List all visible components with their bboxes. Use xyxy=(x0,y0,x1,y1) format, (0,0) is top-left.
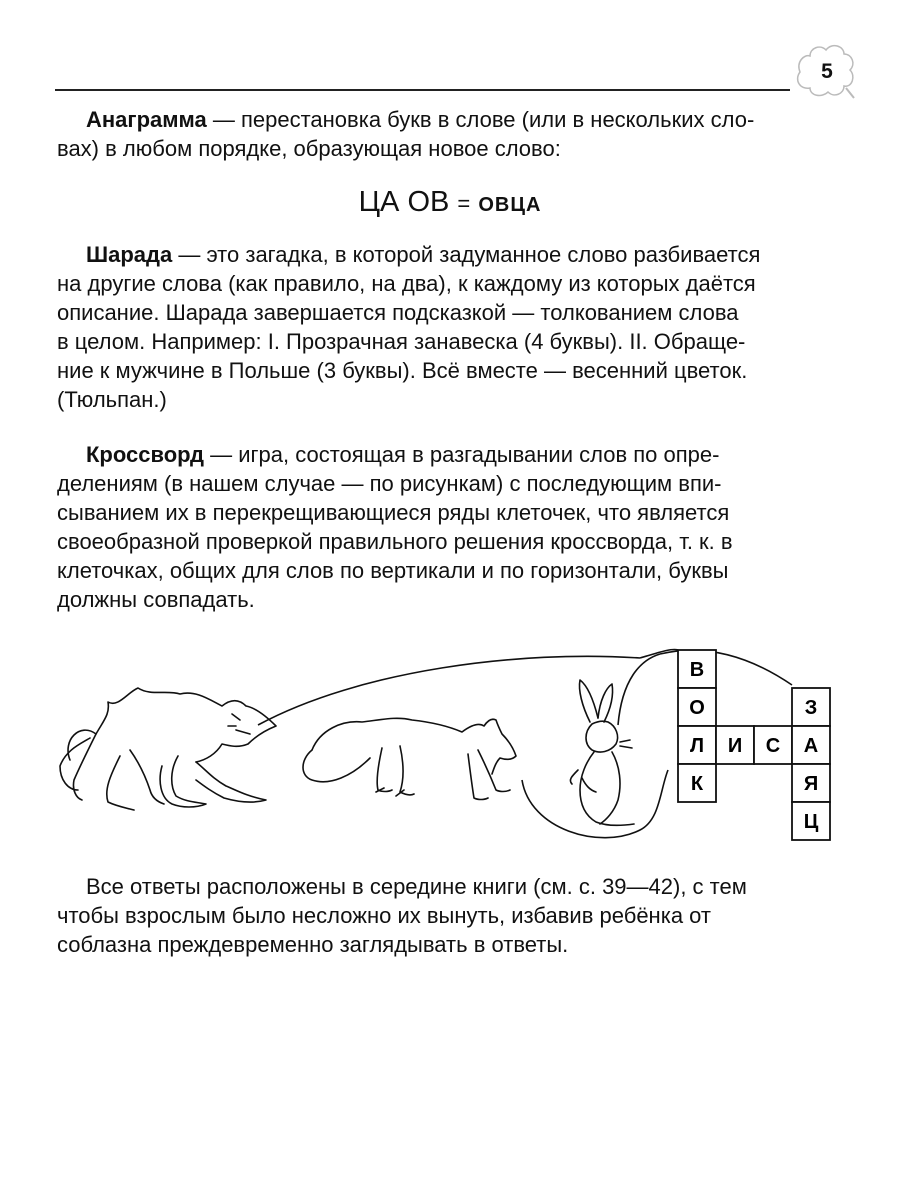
crossword-grid xyxy=(678,650,830,840)
grid-cell-middle-letter: И xyxy=(727,735,743,757)
charade-line-4: в целом. Например: I. Прозрачная занавеска (4 буквы). II. Обраще- xyxy=(57,329,746,354)
grid-cell-hare-letter: А xyxy=(803,735,819,757)
grid-cell-wolf-letter: К xyxy=(690,773,704,795)
crossword-line-3: сыванием их в перекрещивающиеся ряды клеточек, что является xyxy=(57,500,730,525)
page-number: 5 xyxy=(821,60,833,83)
anagram-answer: ОВЦА xyxy=(478,194,542,216)
grid-cell-hare xyxy=(792,726,830,764)
crossword-line-1: Кроссворд — игра, состоящая в разгадывании слов по опре- xyxy=(86,442,720,467)
fox-connector xyxy=(522,770,668,838)
crossword-line-6: должны совпадать. xyxy=(57,587,255,612)
wolf-drawing xyxy=(60,688,276,810)
charade-line-6: (Тюльпан.) xyxy=(57,387,167,412)
anagram-example xyxy=(0,186,900,219)
grid-cell-hare xyxy=(792,802,830,840)
fox-drawing xyxy=(303,718,516,799)
crossword-line-2: делениям (в нашем случае — по рисункам) с последующим впи- xyxy=(57,471,722,496)
grid-cell-hare-letter: Я xyxy=(803,773,819,795)
answers-line-1: Все ответы расположены в середине книги (см. с. 39—42), с тем xyxy=(86,874,747,899)
crossword-illustration xyxy=(0,630,900,860)
grid-cell-hare-letter: Ц xyxy=(803,811,819,833)
equals-sign: = xyxy=(457,191,471,216)
grid-cell-middle-letter: С xyxy=(765,735,781,757)
grid-cell-wolf xyxy=(678,688,716,726)
charade-line-2: на другие слова (как правило, на два), к каждому из которых даётся xyxy=(57,271,756,296)
answers-line-2: чтобы взрослым было несложно их вынуть, избавив ребёнка от xyxy=(57,903,711,928)
crossword-line-5: клеточках, общих для слов по вертикали и по горизонтали, буквы xyxy=(57,558,729,583)
charade-term: Шарада xyxy=(86,242,173,267)
header-rule xyxy=(55,89,790,91)
anagram-paragraph xyxy=(57,105,830,163)
anagram-scrambled: ЦА ОВ xyxy=(358,186,450,218)
grid-cell-wolf-letter: Л xyxy=(689,735,705,757)
grid-cell-middle xyxy=(716,726,754,764)
grid-cell-wolf-letter: В xyxy=(689,659,705,681)
answers-paragraph xyxy=(57,872,830,959)
grid-cell-wolf xyxy=(678,726,716,764)
grid-cell-hare xyxy=(792,764,830,802)
hare-connector-top xyxy=(618,654,660,725)
anagram-line-1: Анаграмма — перестановка букв в слове (или в нескольких сло- xyxy=(86,107,755,132)
grid-cell-hare xyxy=(792,688,830,726)
wolf-connector xyxy=(258,656,640,725)
crossword-paragraph xyxy=(57,440,830,614)
anagram-term: Анаграмма xyxy=(86,107,207,132)
hare-drawing xyxy=(570,680,634,825)
charade-line-1: Шарада — это загадка, в которой задуманное слово разбивается xyxy=(86,242,761,267)
charade-line-5: ние к мужчине в Польше (3 буквы). Всё вместе — весенний цветок. xyxy=(57,358,748,383)
grid-cell-middle xyxy=(754,726,792,764)
anagram-line-2: вах) в любом порядке, образующая новое слово: xyxy=(57,136,561,161)
grid-cell-wolf xyxy=(678,650,716,688)
grid-cell-wolf xyxy=(678,764,716,802)
answers-line-3: соблазна преждевременно заглядывать в ответы. xyxy=(57,932,569,957)
grid-cell-hare-letter: З xyxy=(804,697,818,719)
crossword-term: Кроссворд xyxy=(86,442,205,467)
charade-line-3: описание. Шарада завершается подсказкой — толкованием слова xyxy=(57,300,739,325)
charade-paragraph xyxy=(57,240,830,414)
grid-cell-wolf-letter: О xyxy=(689,697,705,719)
crossword-line-4: своеобразной проверкой правильного решения кроссворда, т. к. в xyxy=(57,529,733,554)
